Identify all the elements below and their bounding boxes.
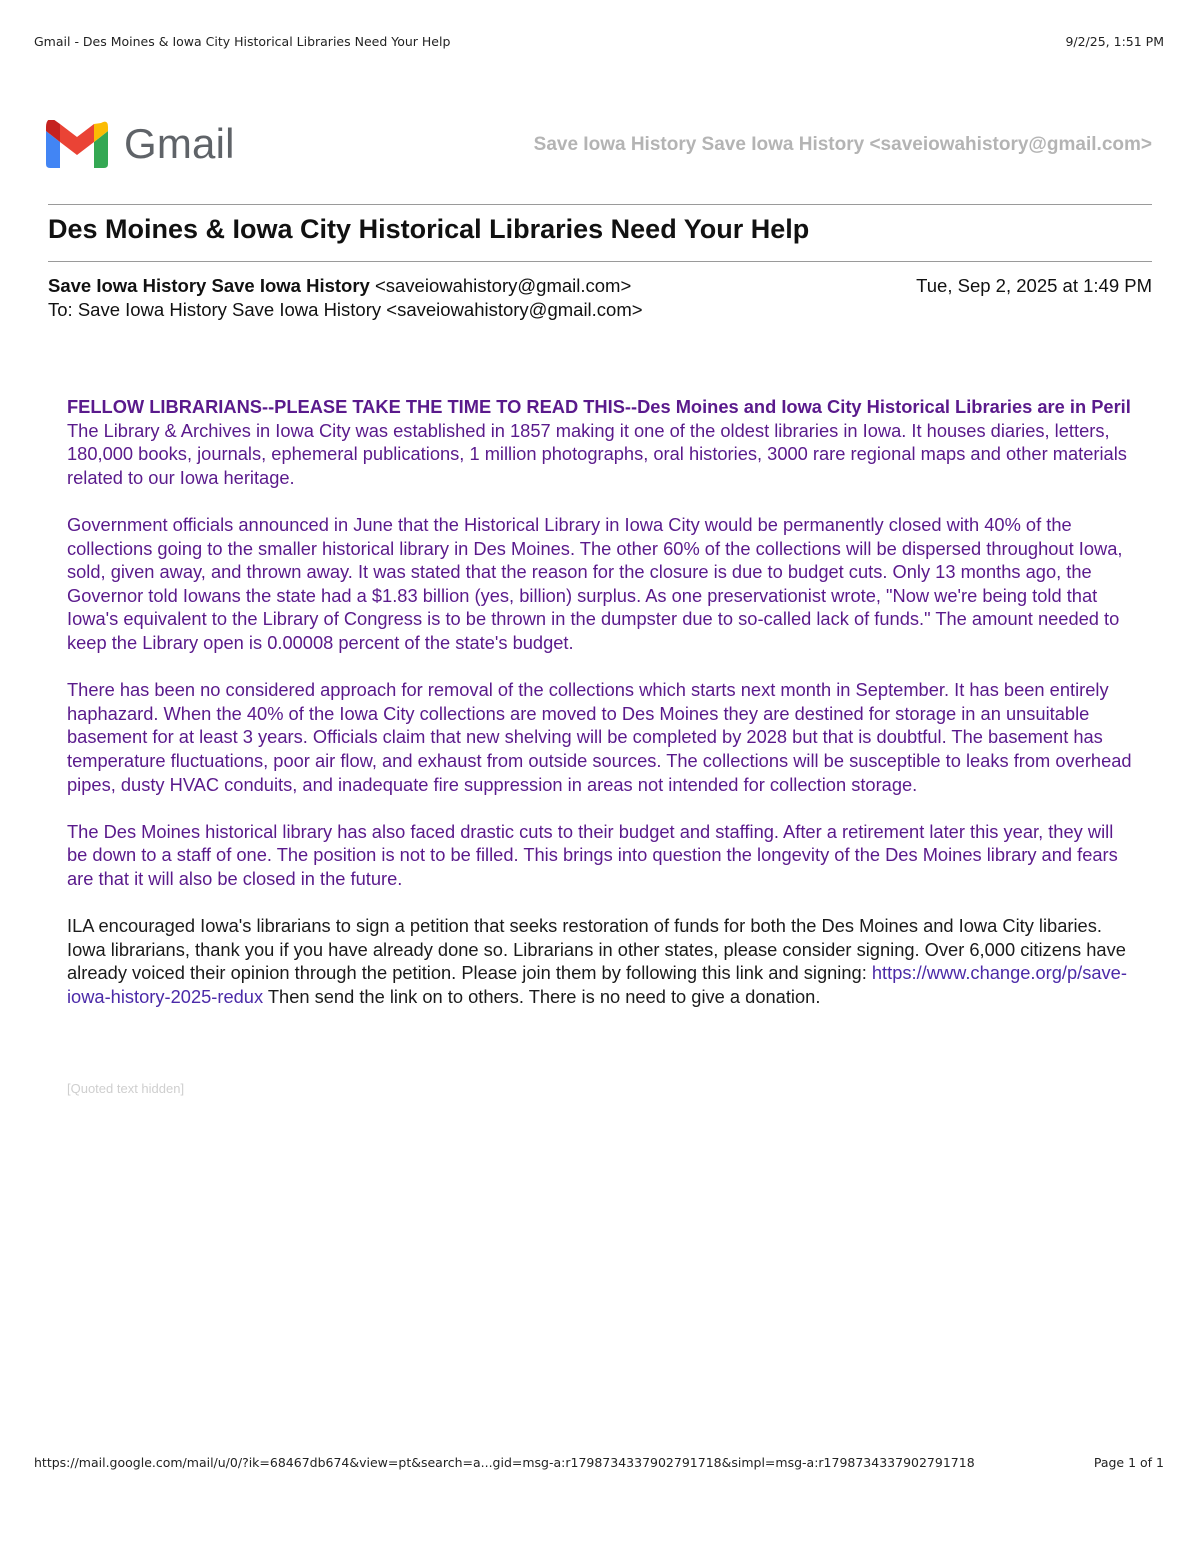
print-footer-url: https://mail.google.com/mail/u/0/?ik=68467db674&view=pt&search=a...gid=msg-a:r1798734337902791718&simpl=msg-a:r1798734337902791718: [34, 1455, 975, 1470]
body-p5-after: Then send the link on to others. There is no need to give a donation.: [263, 985, 821, 1007]
print-footer-page: Page 1 of 1: [1093, 1455, 1164, 1470]
body-p5-before: ILA encouraged Iowa's librarians to sign a petition that seeks restoration of funds for both the Des Moines and Iowa City libaries. Iowa librarians, thank you if you have already done so. Librarians in other states, please consider signing. Over 6,000 citizens have already voiced their opinion through the petition. Please join them by following this link and signing:: [67, 915, 1126, 984]
email-date: Tue, Sep 2, 2025 at 1:49 PM: [916, 275, 1152, 296]
email-body: [67, 395, 1136, 1032]
body-paragraph-2: Government officials announced in June that the Historical Library in Iowa City would be permanently closed with 40% of the collections going to the smaller historical library in Des Moines. The other 60% of the collections will be dispersed throughout Iowa, sold, given away, and thrown away. It was stated that the reason for the closure is due to budget cuts. Only 13 months ago, the Governor told Iowans the state had a $1.83 billion (yes, billion) surplus. As one preservationist wrote, "Now we're being told that Iowa's equivalent to the Library of Congress is to be thrown in the dumpster due to so-called lack of funds." The amount needed to keep the Library open is 0.00008 percent of the state's budget.: [67, 513, 1123, 653]
print-header-title: Gmail - Des Moines & Iowa City Historical Libraries Need Your Help: [34, 34, 451, 49]
gmail-wordmark: Gmail: [124, 120, 235, 167]
quoted-text-toggle[interactable]: [Quoted text hidden]: [67, 1081, 185, 1096]
gmail-m-icon: [46, 120, 108, 168]
body-paragraph-1: [67, 395, 1136, 489]
print-header-datetime: 9/2/25, 1:51 PM: [1065, 34, 1164, 49]
account-label: Save Iowa History Save Iowa History <saveiowahistory@gmail.com>: [533, 134, 1152, 155]
print-footer: [34, 1455, 1164, 1470]
sender-name: Save Iowa History Save Iowa History: [48, 275, 370, 296]
sender-address: <saveiowahistory@gmail.com>: [374, 275, 632, 296]
body-paragraph-5: [67, 914, 1136, 1008]
petition-link[interactable]: https://www.change.org/p/save-iowa-history-2025-redux: [67, 962, 1127, 1007]
email-to: To: Save Iowa History Save Iowa History <saveiowahistory@gmail.com>: [48, 299, 643, 320]
print-header: [34, 34, 1164, 49]
email-meta: [48, 274, 1152, 322]
body-lead: FELLOW LIBRARIANS--PLEASE TAKE THE TIME TO READ THIS--Des Moines and Iowa City Historical Libraries are in Peril: [67, 396, 1131, 417]
divider-top: [48, 204, 1152, 205]
divider-subject: [48, 261, 1152, 262]
brand-row: [46, 114, 1152, 174]
body-paragraph-4: The Des Moines historical library has also faced drastic cuts to their budget and staffing. After a retirement later this year, they will be down to a staff of one. The position is not to be filled. This brings into question the longevity of the Des Moines library and fears are that it will also be closed in the future.: [67, 820, 1118, 889]
body-p1-text: The Library & Archives in Iowa City was established in 1857 making it one of the oldest libraries in Iowa. It houses diaries, letters, 180,000 books, journals, ephemeral publications, 1 million photographs, oral histories, 3000 rare regional maps and other materials related to our Iowa heritage.: [67, 419, 1127, 488]
email-from: [48, 274, 631, 298]
gmail-logo[interactable]: [46, 120, 235, 168]
body-paragraph-3: There has been no considered approach for removal of the collections which starts next month in September. It has been entirely haphazard. When the 40% of the Iowa City collections are moved to Des Moines they are destined for storage in an unsuitable basement for at least 3 years. Officials claim that new shelving will be completed by 2028 but that is doubtful. The basement has temperature fluctuations, poor air flow, and exhaust from outside sources. The collections will be susceptible to leaks from overhead pipes, dusty HVAC conduits, and inadequate fire suppression in areas not intended for collection storage.: [67, 679, 1132, 795]
email-subject: Des Moines & Iowa City Historical Libraries Need Your Help: [48, 214, 810, 244]
